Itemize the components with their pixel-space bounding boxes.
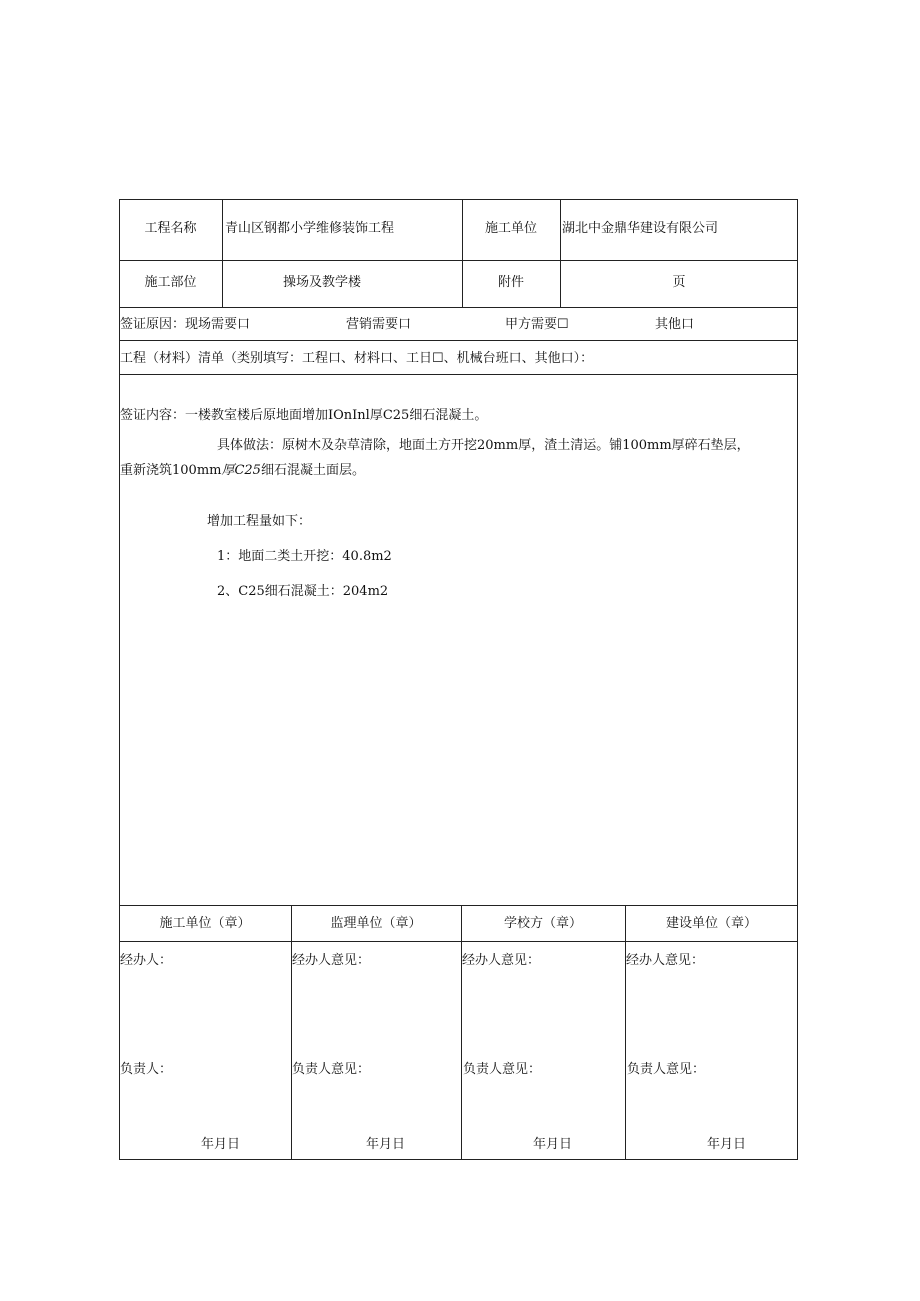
sig-handler-owner: 经办人意见：	[626, 953, 705, 968]
sig-responsible-owner: 负责人意见：	[627, 1062, 706, 1077]
increase-item-2: 2、C25细石混凝土：204m2	[217, 584, 389, 599]
row-divider	[119, 307, 798, 308]
sig-header-school: 学校方（章）	[503, 916, 582, 931]
col-divider	[625, 905, 626, 1160]
section-value: 操场及教学楼	[282, 275, 361, 290]
sig-responsible-contractor: 负责人：	[120, 1062, 173, 1077]
section-label: 施工部位	[144, 275, 197, 290]
row-divider	[119, 260, 798, 261]
content-line-1: 签证内容：一楼教室楼后原地面增加IOnInl厚C25细石混凝土。	[120, 408, 488, 423]
increase-item-1: 1：地面二类土开挖：40.8m2	[217, 549, 392, 564]
sig-header-supervisor: 监理单位（章）	[330, 916, 422, 931]
sig-handler-contractor: 经办人：	[120, 953, 173, 968]
row-divider	[119, 340, 798, 341]
project-name-value: 青山区钢都小学维修装饰工程	[225, 221, 395, 236]
reason-client: 甲方需要☐	[505, 317, 569, 332]
project-name-label: 工程名称	[144, 221, 197, 236]
row-divider	[119, 905, 798, 906]
attachment-label: 附件	[497, 275, 524, 290]
material-list-row: 工程（材料）清单（类别填写：工程口、材料口、工日☐、机械台班口、其他口）：	[120, 351, 594, 366]
content-line-2: 具体做法：原树木及杂草清除，地面土方开挖20mm厚，渣土清运。铺100mm厚碎石垫层，	[217, 438, 750, 453]
reason-onsite: 签证原因：现场需要口	[120, 317, 251, 332]
contractor-value: 湖北中金鼎华建设有限公司	[562, 221, 719, 236]
content-line-3	[120, 462, 365, 480]
form-frame	[119, 199, 798, 1160]
sig-date-supervisor: 年月日	[366, 1137, 406, 1152]
reason-other: 其他口	[655, 317, 695, 332]
content-line-3c: 细石混凝土面层。	[260, 463, 365, 478]
content-line-3b: 厚C25	[221, 463, 261, 478]
contractor-label: 施工单位	[484, 221, 537, 236]
page-label: 页	[672, 275, 686, 290]
sig-handler-school: 经办人意见：	[462, 953, 541, 968]
sig-date-school: 年月日	[533, 1137, 573, 1152]
sig-responsible-school: 负责人意见：	[463, 1062, 542, 1077]
reason-marketing: 营销需要口	[346, 317, 412, 332]
row-divider	[119, 941, 798, 942]
sig-date-contractor: 年月日	[201, 1137, 241, 1152]
col-divider	[291, 905, 292, 1160]
sig-handler-supervisor: 经办人意见：	[292, 953, 371, 968]
sig-responsible-supervisor: 负责人意见：	[292, 1062, 371, 1077]
col-divider	[461, 905, 462, 1160]
sig-date-owner: 年月日	[707, 1137, 747, 1152]
row-divider	[119, 374, 798, 375]
content-line-3a: 重新浇筑100mm	[120, 463, 222, 478]
sig-header-contractor: 施工单位（章）	[159, 916, 251, 931]
sig-header-owner: 建设单位（章）	[665, 916, 757, 931]
increase-title: 增加工程量如下：	[207, 514, 312, 529]
